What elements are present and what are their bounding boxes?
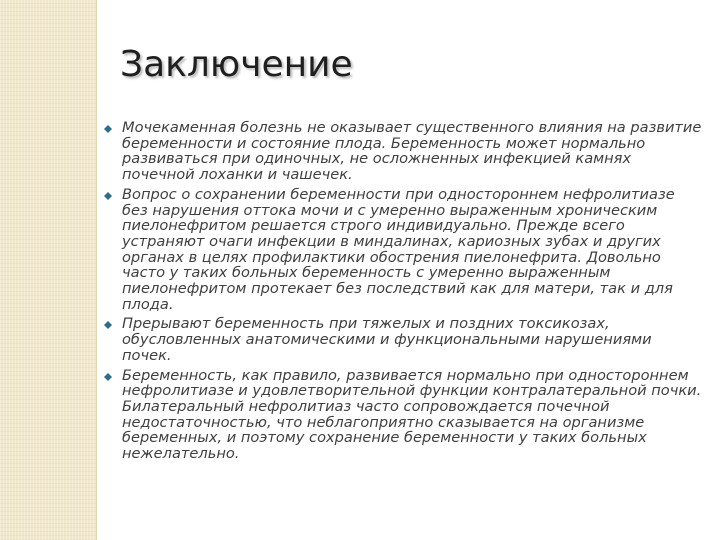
list-item [104,187,704,313]
diamond-bullet-icon [104,192,112,196]
bullet-list [104,120,704,466]
diamond-bullet-icon [104,321,112,325]
decorative-side-band [0,0,97,540]
diamond-bullet-icon [104,125,112,129]
diamond-bullet-icon [104,373,112,377]
slide-title: Заключение [120,44,353,85]
bullet-text: Прерывают беременность при тяжелых и поздних токсикозах, обусловленных анатомическими и функциональными нарушениями почек. [122,315,652,364]
list-item [104,368,704,462]
list-item [104,120,704,183]
bullet-text: Вопрос о сохранении беременности при одностороннем нефролитиазе без нарушения оттока мочи и с умеренно выраженным хроническим пиелонефритом решается строго индивидуально. Прежде всего устраняют очаги инфекции в миндалинах, кариозных зубах и других органах в целях профилактики обострения пиелонефрита. Довольно часто у таких больных беременность с умеренно выраженным пиелонефритом протекает без последствий как для матери, так и для плода. [122,185,675,313]
list-item [104,316,704,363]
bullet-text: Мочекаменная болезнь не оказывает существенного влияния на развитие беременности и состояние плода. Беременность может нормально развиваться при одиночных, не осложненных инфекцией камнях почечной лоханки и чашечек. [122,119,702,184]
bullet-text: Беременность, как правило, развивается нормально при одностороннем нефролитиазе и удовлетворительной функции контралатеральной почки. Билатеральный нефролитиаз часто сопровождается почечной недостаточностью, что неблагоприятно сказывается на организме беременных, и поэтому сохранение беременности у таких больных нежелательно. [122,366,702,463]
